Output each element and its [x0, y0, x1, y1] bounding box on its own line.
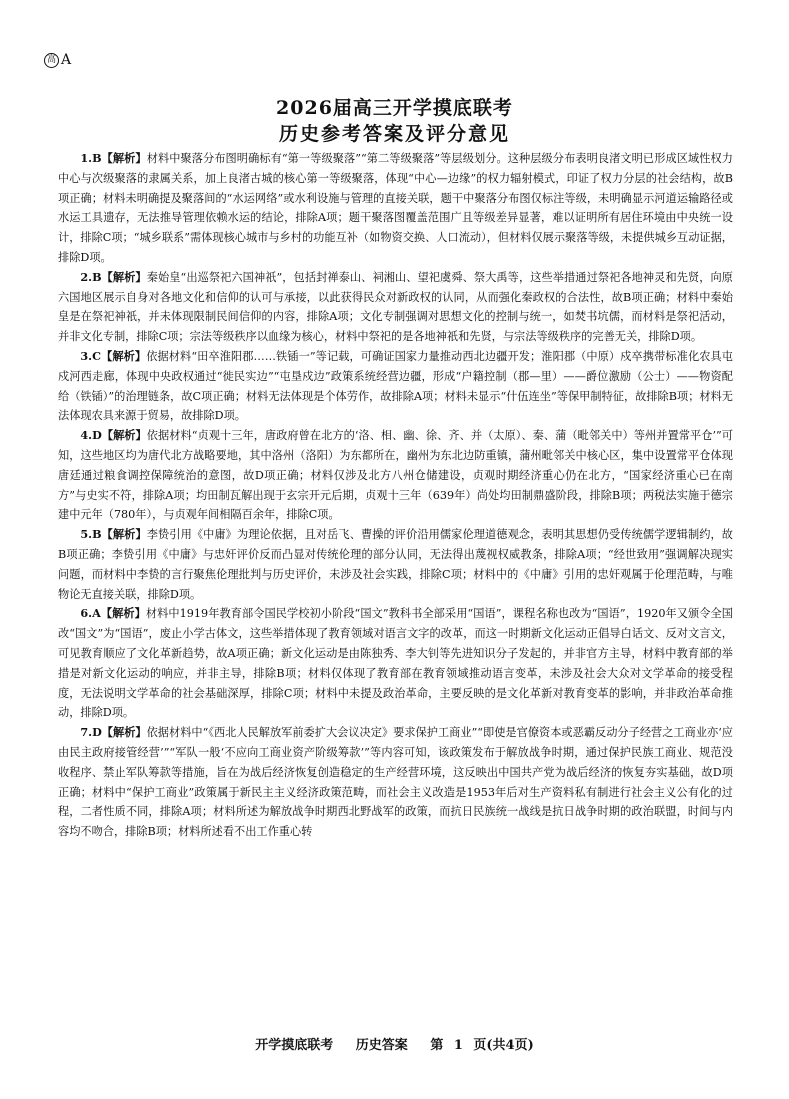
item-tag: 【解析】 [100, 348, 147, 363]
item-text: 依据材料“田卒淮阳郡……铁锸一”等记载，可确证国家力量推动西北边疆开发；淮阳郡（中原）戍卒携带标准化农具屯戍河西走廊，体现中央政权通过“徙民实边”“屯垦戍边”政策系统经营边疆，形成“户籍控制（郡—里）——爵位激励（公士）——物资配给（铁锸）”的治理链条，故C项正确；材料无法体现是个体劳作，故排除A项；材料未显示“什伍连坐”等保甲制特征，故排除B项；材料无法体现农具来源于贸易，故排除D项。 [58, 349, 733, 423]
answer-item-6 [58, 604, 733, 723]
item-number: 7. [80, 725, 93, 740]
answer-list [58, 149, 733, 842]
item-text: 李贽引用《中庸》为理论依据，且对岳飞、曹操的评价沿用儒家伦理道德观念，表明其思想仍受传统儒学逻辑制约，故B项正确；李贽引用《中庸》与忠奸评价反而凸显对传统伦理的部分认同，无法得出蔑视权威教条，排除A项；“经世致用”强调解决现实问题，而材料中李贽的言行聚焦伦理批判与历史评价，未涉及社会实践，排除C项；材料中的《中庸》引用的忠奸观属于伦理范畴，与唯物论无直接关联，排除D项。 [58, 528, 733, 601]
answer-item-1 [58, 149, 733, 268]
footer-subject: 历史答案 [355, 1038, 408, 1053]
item-tag: 【解析】 [101, 725, 147, 740]
item-number: 3. [80, 348, 93, 363]
answer-item-3 [58, 347, 733, 426]
item-tag: 【解析】 [101, 151, 147, 165]
item-number: 5. [80, 527, 93, 542]
item-text: 依据材料中“《西北人民解放军前委扩大会议决定》要求保护工商业”“即使是官僚资本或恶霸反动分子经营之工商业亦‘应由民主政府接管经营’”“军队一般‘不应向工商业资产阶级筹款’”等内容可知，该政策发布于解放战争时期，通过保护民族工商业、规范没收程序、禁止军队筹款等措施，旨在为战后经济恢复创造稳定的生产经营环境，这反映出中国共产党为战后经济的恢复夯实基础，故D项正确；材料中“保护工商业”政策属于新民主主义经济政策范畴，而社会主义改造是1953年后对生产资料私有制进行社会主义公有化的过程，二者性质不同，排除A项；材料所述为解放战争时期西北野战军的政策，而抗日民族统一战线是抗日战争时期的政治联盟，时间与内容均不吻合，排除B项；材料所述看不出工作重心转 [58, 726, 733, 839]
seal-icon: 高 [44, 53, 59, 68]
paper-corner-mark [44, 52, 71, 68]
item-answer: B [92, 151, 102, 165]
item-number: 2. [80, 269, 93, 284]
footer-exam-name: 开学摸底联考 [255, 1038, 334, 1053]
item-answer: B [92, 269, 102, 284]
answer-item-7 [58, 723, 733, 842]
item-answer: B [92, 527, 102, 542]
exam-title: 2026届高三开学摸底联考 [276, 97, 513, 119]
item-answer: D [92, 428, 102, 443]
footer-page-number: 第 1 页(共4页) [430, 1038, 534, 1053]
paper-version-label: A [61, 52, 72, 68]
item-text: 秦始皇“出巡祭祀六国神祇”，包括封禅泰山、祠湘山、望祀虞舜、祭大禹等，这些举措通过祭祀各地神灵和先贤，向原六国地区展示自身对各地文化和信仰的认可与承接，以此获得民众对新政权的认同，从而强化秦政权的合法性，故B项正确；材料中秦始皇是在祭祀神祇，并未体现限制民间信仰的内容，排除A项；文化专制强调对思想文化的控制与统一，如焚书坑儒，而材料是祭祀活动，并非文化专制，排除C项；宗法等级秩序以血缘为核心，材料中祭祀的是各地神祇和先贤，与宗法等级秩序的完善无关，排除D项。 [58, 270, 733, 344]
item-number: 4. [80, 428, 93, 443]
answer-item-4 [58, 426, 733, 525]
document-title: 历史参考答案及评分意见 [278, 123, 510, 145]
answer-item-5 [58, 525, 733, 604]
item-text: 依据材料“贞观十三年，唐政府曾在北方的‘洛、相、幽、徐、齐、并（太原）、秦、蒲（毗邻关中）等州并置常平仓’”可知，这些地区均为唐代北方战略要地，其中洛州（洛阳）为东都所在，幽州为东北边防重镇，蒲州毗邻关中核心区，集中设置常平仓体现唐廷通过粮食调控保障统治的意图，故D项正确；材料仅涉及北方八州仓储建设，贞观时期经济重心仍在北方，“国家经济重心已在南方”与史实不符，排除A项；均田制瓦解出现于玄宗开元后期，贞观十三年（639年）尚处均田制鼎盛阶段，排除B项；两税法实施于德宗建中元年（780年），与贞观年间相隔百余年，排除C项。 [58, 429, 733, 522]
item-tag: 【解析】 [101, 527, 147, 542]
item-tag: 【解析】 [101, 269, 147, 284]
page-footer [0, 1034, 789, 1053]
answer-item-2 [58, 268, 733, 347]
item-answer: D [92, 725, 102, 740]
item-tag: 【解析】 [101, 428, 147, 443]
item-text: 材料中1919年教育部令国民学校初小阶段“国文”教科书全部采用“国语”，课程名称也改为“国语”，1920年又颁令全国改“国文”为“国语”，废止小学古体文，这些举措体现了教育领域对语言文字的改革，而这一时期新文化运动正倡导白话文、反对文言文，可见教育顺应了文化革新趋势，故A项正确；新文化运动是由陈独秀、李大钊等先进知识分子发起的，并非官方主导，材料中教育部的举措是对新文化运动的响应，并非主导，排除B项；材料仅体现了教育部在教育领域推动语言变革，未涉及社会大众对文学革命的接受程度，无法说明文学革命的社会基础深厚，排除C项；材料中未提及政治革命，主要反映的是文化革新对教育变革的影响，并非政治革命推动，排除D项。 [58, 607, 733, 720]
item-answer: A [92, 606, 101, 621]
item-number: 6. [80, 606, 93, 621]
item-text: 材料中聚落分布图明确标有“第一等级聚落”“第二等级聚落”等层级划分。这种层级分布表明良渚文明已形成区域性权力中心与次级聚落的隶属关系，加上良渚古城的核心第一等级聚落，体现“中心—边缘”的权力辐射模式，印证了权力分层的社会结构，故B项正确；材料未明确提及聚落间的“水运网络”或水利设施与管理的直接关联，题干中聚落分布图仅标注等级，未明确显示河道运输路径或水运工具遗存，无法推导管理依赖水运的结论，排除A项；题干聚落图覆盖范围广且等级差异显著，难以证明所有居住环境由中央统一设计，排除C项；“城乡联系”需体现核心城市与乡村的功能互补（如物资交换、人口流动），但材料仅展示聚落等级，未提供城乡互动证据，排除D项。 [58, 152, 733, 264]
item-number: 1. [80, 151, 93, 165]
item-tag: 【解析】 [100, 606, 146, 621]
item-answer: C [92, 348, 101, 363]
